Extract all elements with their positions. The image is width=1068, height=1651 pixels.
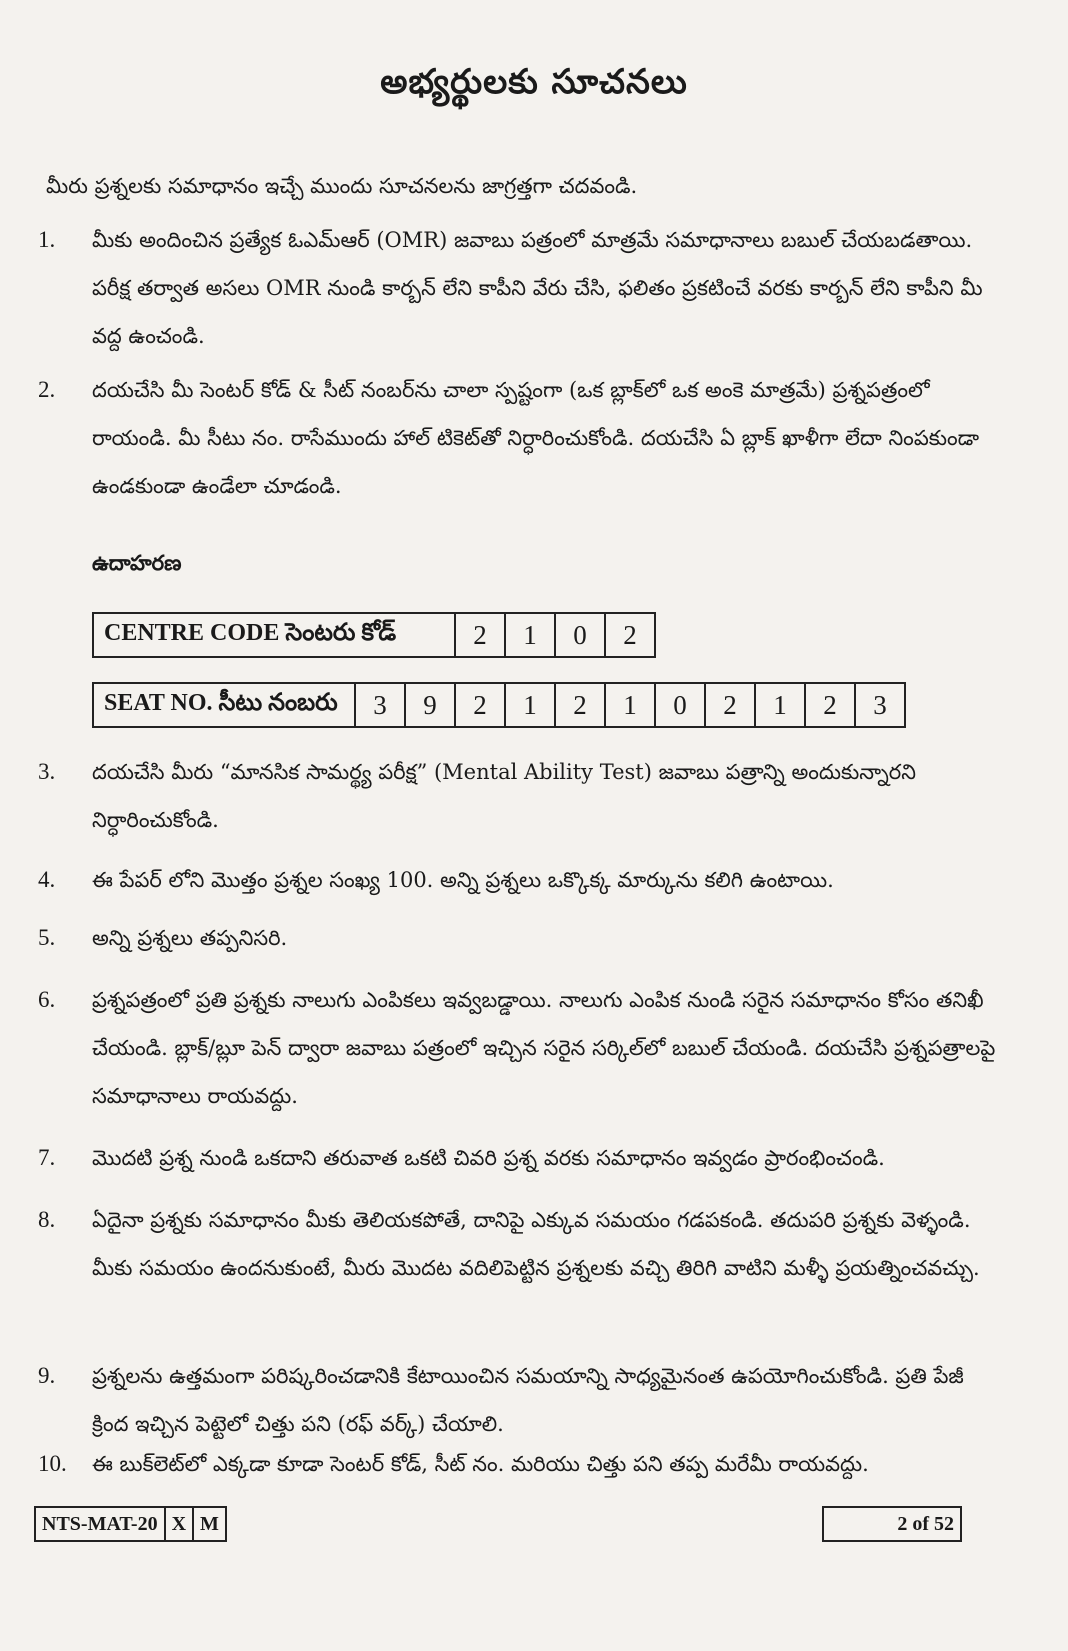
seat-number-digit: 1 bbox=[505, 683, 555, 727]
seat-number-digit: 2 bbox=[455, 683, 505, 727]
seat-number-digit: 2 bbox=[705, 683, 755, 727]
seat-number-digit: 3 bbox=[355, 683, 405, 727]
item-text: ఈ బుక్‌లెట్‌లో ఎక్కడా కూడా సెంటర్ కోడ్, సీట్ నం. మరియు చిత్తు పని తప్ప మరేమీ రాయవద్దు. bbox=[92, 1452, 869, 1476]
item-text: ప్రశ్నపత్రంలో ప్రతి ప్రశ్నకు నాలుగు ఎంపికలు ఇవ్వబడ్డాయి. నాలుగు ఎంపిక నుండి సరైన సమాధానం కోసం తనిఖీ చేయండి. బ్లాక్/బ్లూ పెన్ ద్వారా జవాబు పత్రంలో ఇచ్చిన సరైన సర్కిల్‌లో బబుల్ చేయండి. దయచేసి ప్రశ్నపత్రాలపై సమాధానాలు రాయవద్దు. bbox=[92, 988, 996, 1108]
seat-number-digit: 0 bbox=[655, 683, 705, 727]
centre-code-table bbox=[92, 612, 656, 658]
seat-number-digit: 1 bbox=[605, 683, 655, 727]
centre-code-digit: 2 bbox=[605, 613, 655, 657]
item-number: 8. bbox=[38, 1207, 56, 1232]
instruction-item-2 bbox=[30, 366, 1010, 510]
item-text: ఏదైనా ప్రశ్నకు సమాధానం మీకు తెలియకపోతే, దానిపై ఎక్కువ సమయం గడపకండి. తదుపరి ప్రశ్నకు వెళ్ళండి. మీకు సమయం ఉందనుకుంటే, మీరు మొదట వదిలిపెట్టిన ప్రశ్నలకు వచ్చి తిరిగి వాటిని మళ్ళీ ప్రయత్నించవచ్చు. bbox=[92, 1208, 980, 1280]
instruction-item-1 bbox=[30, 216, 1010, 360]
item-number: 6. bbox=[38, 987, 56, 1012]
instruction-item-7 bbox=[30, 1134, 1010, 1182]
class-code: X bbox=[164, 1508, 192, 1540]
item-number: 9. bbox=[38, 1363, 56, 1388]
footer-code-box bbox=[34, 1506, 227, 1542]
item-number: 3. bbox=[38, 759, 56, 784]
instruction-item-5 bbox=[30, 914, 1010, 962]
item-number: 5. bbox=[38, 925, 56, 950]
page-title: అభ్యర్థులకు సూచనలు bbox=[380, 62, 688, 102]
item-text: ప్రశ్నలను ఉత్తమంగా పరిష్కరించడానికి కేటాయించిన సమయాన్ని సాధ్యమైనంత ఉపయోగించుకోండి. ప్రతి పేజీ క్రింద ఇచ్చిన పెట్టెలో చిత్తు పని (రఫ్ వర్క్) చేయాలి. bbox=[92, 1364, 964, 1436]
instruction-item-9 bbox=[30, 1352, 1010, 1448]
seat-number-digit: 1 bbox=[755, 683, 805, 727]
item-number: 1. bbox=[38, 227, 56, 252]
example-label: ఉదాహరణ bbox=[92, 550, 182, 575]
seat-number-digit: 3 bbox=[855, 683, 905, 727]
centre-code-label: CENTRE CODE సెంటరు కోడ్ bbox=[93, 613, 455, 657]
intro-text: మీరు ప్రశ్నలకు సమాధానం ఇచ్చే ముందు సూచనలను జాగ్రత్తగా చదవండి. bbox=[46, 174, 638, 198]
item-number: 7. bbox=[38, 1145, 56, 1170]
exam-code: NTS-MAT-20 bbox=[42, 1512, 158, 1535]
item-text: దయచేసి మీరు “మానసిక సామర్థ్య పరీక్ష” (Mental Ability Test) జవాబు పత్రాన్ని అందుకున్నారని నిర్ధారించుకోండి. bbox=[92, 760, 916, 832]
seat-number-table bbox=[92, 682, 906, 728]
centre-code-digit: 1 bbox=[505, 613, 555, 657]
instruction-item-8 bbox=[30, 1196, 1010, 1292]
instruction-item-3 bbox=[30, 748, 1010, 844]
seat-number-label: SEAT NO. సీటు నంబరు bbox=[93, 683, 355, 727]
seat-number-digit: 2 bbox=[805, 683, 855, 727]
centre-code-digit: 0 bbox=[555, 613, 605, 657]
item-number: 2. bbox=[38, 377, 56, 402]
item-number: 4. bbox=[38, 867, 56, 892]
instruction-item-10 bbox=[30, 1440, 1010, 1488]
seat-number-digit: 2 bbox=[555, 683, 605, 727]
item-text: ఈ పేపర్ లోని మొత్తం ప్రశ్నల సంఖ్య 100. అన్ని ప్రశ్నలు ఒక్కొక్క మార్కును కలిగి ఉంటాయి. bbox=[92, 868, 834, 892]
instruction-item-4 bbox=[30, 856, 1010, 904]
item-text: దయచేసి మీ సెంటర్ కోడ్ & సీట్ నంబర్‌ను చాలా స్పష్టంగా (ఒక బ్లాక్‌లో ఒక అంకె మాత్రమే) ప్రశ్నపత్రంలో రాయండి. మీ సీటు నం. రాసేముందు హాల్ టికెట్‌తో నిర్ధారించుకోండి. దయచేసి ఏ బ్లాక్ ఖాళీగా లేదా నింపకుండా ఉండకుండా ఉండేలా చూడండి. bbox=[92, 378, 980, 498]
item-text: అన్ని ప్రశ్నలు తప్పనిసరి. bbox=[92, 926, 288, 950]
instruction-item-6 bbox=[30, 976, 1010, 1120]
centre-code-digit: 2 bbox=[455, 613, 505, 657]
medium-code: M bbox=[192, 1508, 225, 1540]
page-number: 2 of 52 bbox=[822, 1506, 962, 1542]
item-text: మీకు అందించిన ప్రత్యేక ఓఎమ్ఆర్ (OMR) జవాబు పత్రంలో మాత్రమే సమాధానాలు బబుల్ చేయబడతాయి. పరీక్ష తర్వాత అసలు OMR నుండి కార్బన్ లేని కాపీని వేరు చేసి, ఫలితం ప్రకటించే వరకు కార్బన్ లేని కాపీని మీ వద్ద ఉంచండి. bbox=[92, 228, 983, 348]
seat-number-digit: 9 bbox=[405, 683, 455, 727]
item-text: మొదటి ప్రశ్న నుండి ఒకదాని తరువాత ఒకటి చివరి ప్రశ్న వరకు సమాధానం ఇవ్వడం ప్రారంభించండి. bbox=[92, 1146, 885, 1170]
item-number: 10. bbox=[38, 1451, 67, 1476]
